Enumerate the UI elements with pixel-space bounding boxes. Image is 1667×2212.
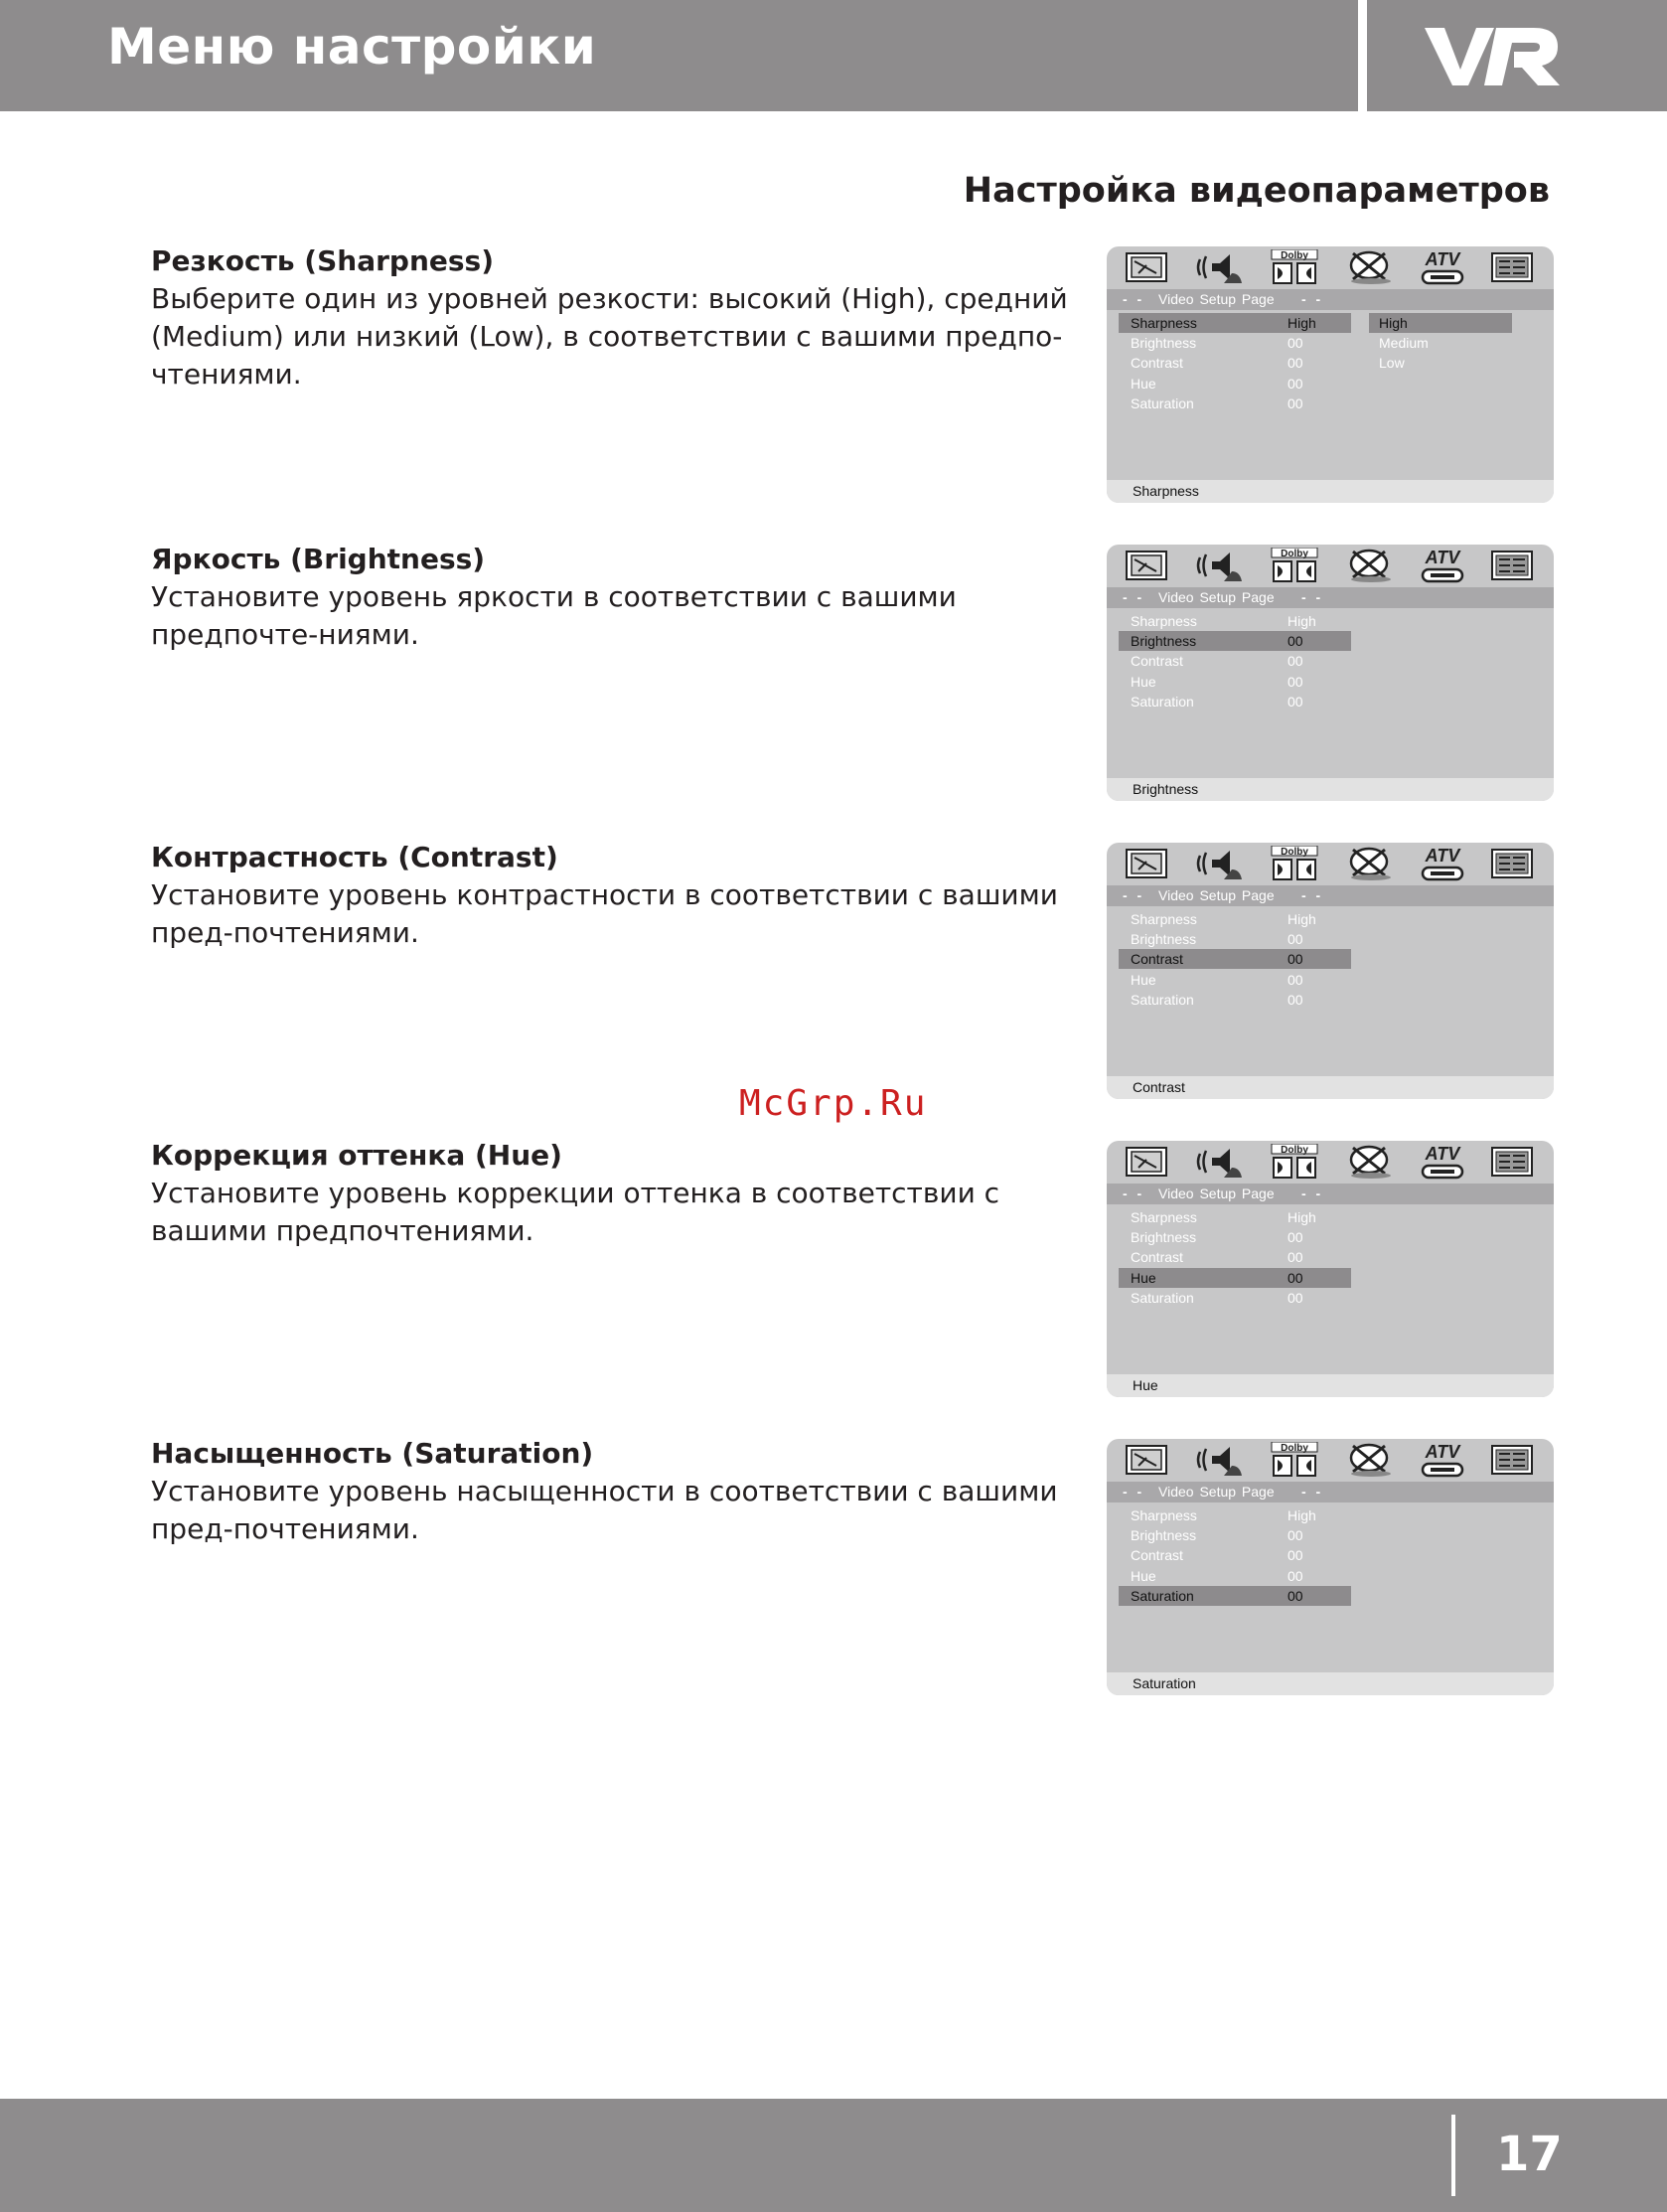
speaker-icon bbox=[1196, 846, 1244, 881]
general-setup-icon bbox=[1125, 249, 1170, 285]
osd-row-value: 00 bbox=[1288, 951, 1303, 967]
preference-icon bbox=[1490, 548, 1534, 583]
osd-icon-bar bbox=[1107, 843, 1554, 884]
block-title: Коррекция оттенка (Hue) bbox=[151, 1139, 562, 1172]
osd-row-brightness bbox=[1119, 1525, 1351, 1545]
general-setup-icon bbox=[1125, 1144, 1170, 1180]
osd-row-name: Saturation bbox=[1131, 395, 1194, 411]
osd-screen-4 bbox=[1107, 1439, 1554, 1695]
dolby-icon bbox=[1270, 1442, 1319, 1480]
block-title: Контрастность (Contrast) bbox=[151, 841, 558, 873]
osd-row-name: Contrast bbox=[1131, 653, 1183, 669]
osd-page-dash: - - bbox=[1123, 589, 1145, 605]
video-disc-icon bbox=[1345, 548, 1393, 583]
osd-row-value: 00 bbox=[1288, 376, 1303, 392]
osd-row-brightness bbox=[1119, 631, 1351, 651]
block-text: Установите уровень коррекции оттенка в соответствии с вашими предпочтениями. bbox=[151, 1177, 1000, 1247]
osd-row-contrast bbox=[1119, 1545, 1351, 1565]
preference-icon bbox=[1490, 1442, 1534, 1478]
block-text: Установите уровень контрастности в соответствии с вашими пред-почтениями. bbox=[151, 878, 1058, 949]
osd-row-name: Contrast bbox=[1131, 1249, 1183, 1265]
osd-row-name: Sharpness bbox=[1131, 1507, 1197, 1523]
dolby-label: Dolby bbox=[1281, 250, 1308, 261]
atv-icon bbox=[1417, 249, 1468, 285]
osd-option-label: Low bbox=[1379, 355, 1405, 371]
block-saturation bbox=[151, 1435, 1080, 1548]
block-sharpness bbox=[151, 242, 1080, 394]
osd-row-value: High bbox=[1288, 1507, 1316, 1523]
osd-row-brightness bbox=[1119, 333, 1351, 353]
osd-row-hue bbox=[1119, 1268, 1351, 1288]
osd-icon-bar bbox=[1107, 246, 1554, 288]
watermark: McGrp.Ru bbox=[739, 1083, 928, 1124]
osd-page-title: Video Setup Page bbox=[1158, 291, 1275, 307]
header-divider bbox=[1358, 0, 1367, 111]
osd-page-dash: - - bbox=[1301, 1185, 1324, 1201]
osd-row-value: 00 bbox=[1288, 355, 1303, 371]
osd-screen-1 bbox=[1107, 545, 1554, 801]
osd-row-contrast bbox=[1119, 353, 1351, 373]
osd-row-value: 00 bbox=[1288, 335, 1303, 351]
osd-row-value: 00 bbox=[1288, 931, 1303, 947]
dolby-label: Dolby bbox=[1281, 847, 1308, 858]
osd-row-saturation bbox=[1119, 692, 1351, 711]
osd-row-name: Hue bbox=[1131, 972, 1156, 988]
osd-row-value: High bbox=[1288, 613, 1316, 629]
osd-row-saturation bbox=[1119, 1586, 1351, 1606]
osd-page-dash: - - bbox=[1123, 291, 1145, 307]
block-text: Установите уровень яркости в соответствии с вашими предпочте-ниями. bbox=[151, 580, 957, 651]
osd-page-dash: - - bbox=[1123, 1484, 1145, 1500]
osd-row-name: Brightness bbox=[1131, 633, 1197, 649]
osd-row-name: Hue bbox=[1131, 1568, 1156, 1584]
osd-row-name: Hue bbox=[1131, 376, 1156, 392]
osd-row-value: High bbox=[1288, 911, 1316, 927]
atv-label: ATV bbox=[1425, 846, 1460, 866]
atv-label: ATV bbox=[1425, 1442, 1460, 1462]
osd-row-name: Contrast bbox=[1131, 951, 1183, 967]
osd-page-bar bbox=[1107, 1482, 1554, 1502]
atv-icon bbox=[1417, 1144, 1468, 1180]
vr-logo bbox=[1423, 22, 1562, 91]
osd-row-hue bbox=[1119, 672, 1351, 692]
atv-label: ATV bbox=[1425, 1144, 1460, 1164]
atv-icon bbox=[1417, 548, 1468, 583]
osd-row-value: 00 bbox=[1288, 395, 1303, 411]
osd-row-value: 00 bbox=[1288, 1568, 1303, 1584]
header-title: Меню настройки bbox=[107, 18, 597, 76]
speaker-icon bbox=[1196, 1442, 1244, 1478]
block-contrast bbox=[151, 839, 1080, 952]
osd-page-bar bbox=[1107, 885, 1554, 906]
osd-page-dash: - - bbox=[1123, 887, 1145, 903]
osd-page-dash: - - bbox=[1123, 1185, 1145, 1201]
block-text: Установите уровень насыщенности в соответствии с вашими пред-почтениями. bbox=[151, 1475, 1058, 1545]
osd-row-value: 00 bbox=[1288, 992, 1303, 1008]
osd-row-hue bbox=[1119, 374, 1351, 394]
osd-row-contrast bbox=[1119, 949, 1351, 969]
general-setup-icon bbox=[1125, 1442, 1170, 1478]
block-title: Резкость (Sharpness) bbox=[151, 244, 494, 277]
page-header bbox=[0, 0, 1667, 111]
osd-row-hue bbox=[1119, 970, 1351, 990]
osd-row-sharpness bbox=[1119, 909, 1351, 929]
osd-sharpness-option bbox=[1369, 333, 1512, 353]
osd-row-value: 00 bbox=[1288, 1270, 1303, 1286]
osd-page-title: Video Setup Page bbox=[1158, 1484, 1275, 1500]
osd-row-sharpness bbox=[1119, 1207, 1351, 1227]
osd-row-name: Brightness bbox=[1131, 931, 1197, 947]
osd-page-bar bbox=[1107, 289, 1554, 310]
osd-row-name: Contrast bbox=[1131, 355, 1183, 371]
general-setup-icon bbox=[1125, 846, 1170, 881]
osd-footer bbox=[1107, 1076, 1554, 1099]
osd-row-value: 00 bbox=[1288, 1588, 1303, 1604]
osd-row-saturation bbox=[1119, 1288, 1351, 1308]
osd-page-dash: - - bbox=[1301, 1484, 1324, 1500]
osd-row-name: Sharpness bbox=[1131, 315, 1197, 331]
osd-row-value: 00 bbox=[1288, 1249, 1303, 1265]
osd-row-sharpness bbox=[1119, 1505, 1351, 1525]
osd-row-value: 00 bbox=[1288, 1229, 1303, 1245]
osd-row-brightness bbox=[1119, 929, 1351, 949]
osd-row-name: Sharpness bbox=[1131, 911, 1197, 927]
osd-footer bbox=[1107, 1672, 1554, 1695]
footer-divider bbox=[1451, 2115, 1455, 2196]
osd-screen-0 bbox=[1107, 246, 1554, 503]
block-text: Выберите один из уровней резкости: высокий (High), средний (Medium) или низкий (Low), в соответствии с вашими предпо-чтениями. bbox=[151, 282, 1068, 391]
osd-icon-bar bbox=[1107, 1439, 1554, 1481]
osd-row-contrast bbox=[1119, 651, 1351, 671]
osd-row-name: Brightness bbox=[1131, 335, 1197, 351]
dolby-label: Dolby bbox=[1281, 1443, 1308, 1454]
osd-screen-2 bbox=[1107, 843, 1554, 1099]
osd-row-sharpness bbox=[1119, 313, 1351, 333]
block-hue bbox=[151, 1137, 1080, 1250]
osd-footer-label: Contrast bbox=[1133, 1079, 1185, 1095]
osd-page-title: Video Setup Page bbox=[1158, 589, 1275, 605]
osd-page-dash: - - bbox=[1301, 887, 1324, 903]
osd-sharpness-option bbox=[1369, 313, 1512, 333]
osd-page-title: Video Setup Page bbox=[1158, 887, 1275, 903]
preference-icon bbox=[1490, 846, 1534, 881]
osd-row-value: 00 bbox=[1288, 1527, 1303, 1543]
preference-icon bbox=[1490, 249, 1534, 285]
osd-row-name: Sharpness bbox=[1131, 1209, 1197, 1225]
osd-row-sharpness bbox=[1119, 611, 1351, 631]
osd-row-name: Hue bbox=[1131, 1270, 1156, 1286]
osd-row-contrast bbox=[1119, 1247, 1351, 1267]
osd-row-value: 00 bbox=[1288, 653, 1303, 669]
osd-row-value: 00 bbox=[1288, 1290, 1303, 1306]
video-disc-icon bbox=[1345, 1442, 1393, 1478]
osd-row-name: Saturation bbox=[1131, 1290, 1194, 1306]
speaker-icon bbox=[1196, 1144, 1244, 1180]
block-title: Насыщенность (Saturation) bbox=[151, 1437, 594, 1470]
page-number: 17 bbox=[1496, 2127, 1563, 2182]
video-disc-icon bbox=[1345, 249, 1393, 285]
osd-row-value: 00 bbox=[1288, 694, 1303, 710]
osd-row-name: Brightness bbox=[1131, 1527, 1197, 1543]
osd-page-dash: - - bbox=[1301, 291, 1324, 307]
osd-row-brightness bbox=[1119, 1227, 1351, 1247]
osd-row-name: Saturation bbox=[1131, 992, 1194, 1008]
osd-page-dash: - - bbox=[1301, 589, 1324, 605]
osd-footer bbox=[1107, 778, 1554, 801]
dolby-label: Dolby bbox=[1281, 1145, 1308, 1156]
osd-row-value: 00 bbox=[1288, 633, 1303, 649]
osd-sharpness-option bbox=[1369, 353, 1512, 373]
page-footer bbox=[0, 2099, 1667, 2212]
osd-footer bbox=[1107, 480, 1554, 503]
osd-row-name: Saturation bbox=[1131, 694, 1194, 710]
osd-row-name: Saturation bbox=[1131, 1588, 1194, 1604]
osd-page-bar bbox=[1107, 1184, 1554, 1204]
osd-row-saturation bbox=[1119, 990, 1351, 1010]
speaker-icon bbox=[1196, 548, 1244, 583]
osd-row-name: Brightness bbox=[1131, 1229, 1197, 1245]
dolby-icon bbox=[1270, 846, 1319, 883]
osd-option-label: Medium bbox=[1379, 335, 1429, 351]
osd-icon-bar bbox=[1107, 545, 1554, 586]
osd-row-name: Sharpness bbox=[1131, 613, 1197, 629]
dolby-label: Dolby bbox=[1281, 549, 1308, 559]
osd-option-label: High bbox=[1379, 315, 1408, 331]
osd-screen-3 bbox=[1107, 1141, 1554, 1397]
preference-icon bbox=[1490, 1144, 1534, 1180]
osd-row-name: Contrast bbox=[1131, 1547, 1183, 1563]
osd-row-value: 00 bbox=[1288, 674, 1303, 690]
osd-row-value: 00 bbox=[1288, 1547, 1303, 1563]
osd-row-saturation bbox=[1119, 394, 1351, 413]
video-disc-icon bbox=[1345, 1144, 1393, 1180]
osd-page-title: Video Setup Page bbox=[1158, 1185, 1275, 1201]
dolby-icon bbox=[1270, 1144, 1319, 1182]
video-disc-icon bbox=[1345, 846, 1393, 881]
osd-footer-label: Brightness bbox=[1133, 781, 1199, 797]
osd-icon-bar bbox=[1107, 1141, 1554, 1183]
block-brightness bbox=[151, 541, 1080, 654]
speaker-icon bbox=[1196, 249, 1244, 285]
osd-footer-label: Sharpness bbox=[1133, 483, 1199, 499]
osd-row-name: Hue bbox=[1131, 674, 1156, 690]
atv-label: ATV bbox=[1425, 548, 1460, 567]
dolby-icon bbox=[1270, 548, 1319, 585]
dolby-icon bbox=[1270, 249, 1319, 287]
general-setup-icon bbox=[1125, 548, 1170, 583]
atv-icon bbox=[1417, 846, 1468, 881]
osd-page-bar bbox=[1107, 587, 1554, 608]
block-title: Яркость (Brightness) bbox=[151, 543, 486, 575]
osd-footer-label: Saturation bbox=[1133, 1675, 1196, 1691]
osd-footer bbox=[1107, 1374, 1554, 1397]
osd-row-hue bbox=[1119, 1566, 1351, 1586]
section-heading: Настройка видеопараметров bbox=[963, 171, 1550, 211]
osd-footer-label: Hue bbox=[1133, 1377, 1158, 1393]
osd-row-value: High bbox=[1288, 1209, 1316, 1225]
osd-row-value: High bbox=[1288, 315, 1316, 331]
osd-row-value: 00 bbox=[1288, 972, 1303, 988]
atv-label: ATV bbox=[1425, 249, 1460, 269]
atv-icon bbox=[1417, 1442, 1468, 1478]
